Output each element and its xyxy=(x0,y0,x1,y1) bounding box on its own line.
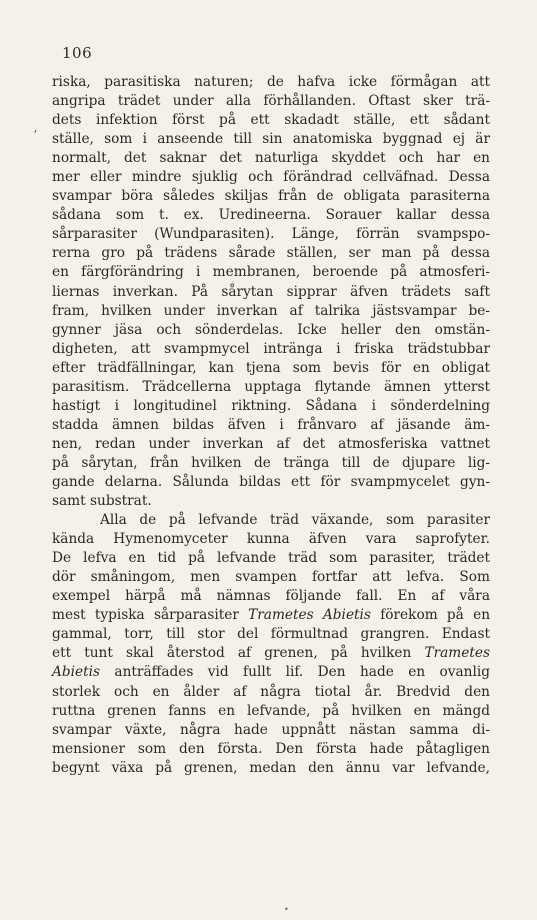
text-line: gynner jäsa och sönderdelas. Icke heller den omstän- xyxy=(52,321,490,338)
page-number: 106 xyxy=(62,44,93,62)
text-line: sådana som t. ex. Uredineerna. Sorauer kallar dessa xyxy=(52,207,490,224)
text-line: kända Hymenomyceter kunna äfven vara saprofyter. xyxy=(52,531,490,548)
margin-mark: ʼ xyxy=(33,128,37,142)
text-line: hastigt i longitudinel riktning. Sådana i sönderdelning xyxy=(52,397,490,414)
text-line: ställe, som i anseende till sin anatomiska byggnad ej är xyxy=(52,131,490,148)
line-post: förekom på en xyxy=(370,607,491,624)
text-line: fram, hvilken under inverkan af talrika jästsvampar be- xyxy=(52,302,490,319)
text-line: mer eller mindre sjuklig och förändrad cellväfnad. Dessa xyxy=(52,169,490,186)
text-line: rerna gro på trädens sårade ställen, ser man på dessa xyxy=(52,245,490,262)
text-line: dör småningom, men svampen fortfar att lefva. Som xyxy=(52,569,490,586)
text-line: gande delarna. Sålunda bildas ett för svampmycelet gyn- xyxy=(52,473,490,490)
text-line: gammal, torr, till stor del förmultnad grangren. Endast xyxy=(52,626,490,643)
paragraph-start-line: Alla de på lefvande träd växande, som parasiter xyxy=(100,512,490,529)
body-text xyxy=(52,73,490,778)
text-line: nen, redan under inverkan af det atmosferiska vattnet xyxy=(52,435,490,452)
text-line: stadda ämnen bildas äfven i frånvaro af jäsande äm- xyxy=(52,416,490,433)
text-line: digheten, att svampmycel intränga i friska trädstubbar xyxy=(52,340,490,357)
text-line: begynt växa på grenen, medan den ännu var lefvande, xyxy=(52,759,490,776)
line-pre: ett tunt skal återstod af grenen, på hvilken xyxy=(52,645,425,662)
line-pre: mest typiska sårparasiter xyxy=(52,607,249,624)
text-line: De lefva en tid på lefvande träd som parasiter, trädet xyxy=(52,550,490,567)
text-line: dets infektion först på ett skadadt ställe, ett sådant xyxy=(52,112,490,129)
text-line: på sårytan, från hvilken de tränga till de djupare lig- xyxy=(52,454,490,471)
text-line: liernas inverkan. På sårytan sipprar äfven trädets saft xyxy=(52,283,490,300)
species-name: Trametes xyxy=(424,645,490,662)
line-post: anträffades vid fullt lif. Den hade en ovanlig xyxy=(100,664,490,681)
species-name: Abietis xyxy=(52,664,101,681)
text-line: normalt, det saknar det naturliga skyddet och har en xyxy=(52,150,490,167)
text-line: efter trädfällningar, kan tjena som bevis för en obligat xyxy=(52,359,490,376)
text-line xyxy=(52,644,490,663)
paragraph-end-line: samt substrat. xyxy=(52,493,152,510)
text-line: mensioner som den första. Den första hade påtagligen xyxy=(52,740,490,757)
text-line: angripa trädet under alla förhållanden. Oftast sker trä- xyxy=(52,93,490,110)
text-line: ruttna grenen fanns en lefvande, på hvilken en mängd xyxy=(52,702,490,719)
text-line: sårparasiter (Wundparasiten). Länge, förrän svampspo- xyxy=(52,226,490,243)
text-line xyxy=(52,606,490,625)
text-line: svampar växte, några hade uppnått nästan samma di- xyxy=(52,721,490,738)
text-line: parasitism. Trädcellerna upptaga flytande ämnen ytterst xyxy=(52,378,490,395)
text-line: svampar böra således skiljas från de obligata parasiterna xyxy=(52,188,490,205)
bottom-mark: • xyxy=(284,905,289,914)
text-line: exempel härpå må nämnas följande fall. En af våra xyxy=(52,588,490,605)
text-line: en färgförändring i membranen, beroende på atmosferi- xyxy=(52,264,490,281)
text-line: storlek och en ålder af några tiotal år. Bredvid den xyxy=(52,683,490,700)
text-line: riska, parasitiska naturen; de hafva icke förmågan att xyxy=(52,74,490,90)
species-name: Trametes Abietis xyxy=(248,607,371,624)
text-line xyxy=(52,663,490,682)
